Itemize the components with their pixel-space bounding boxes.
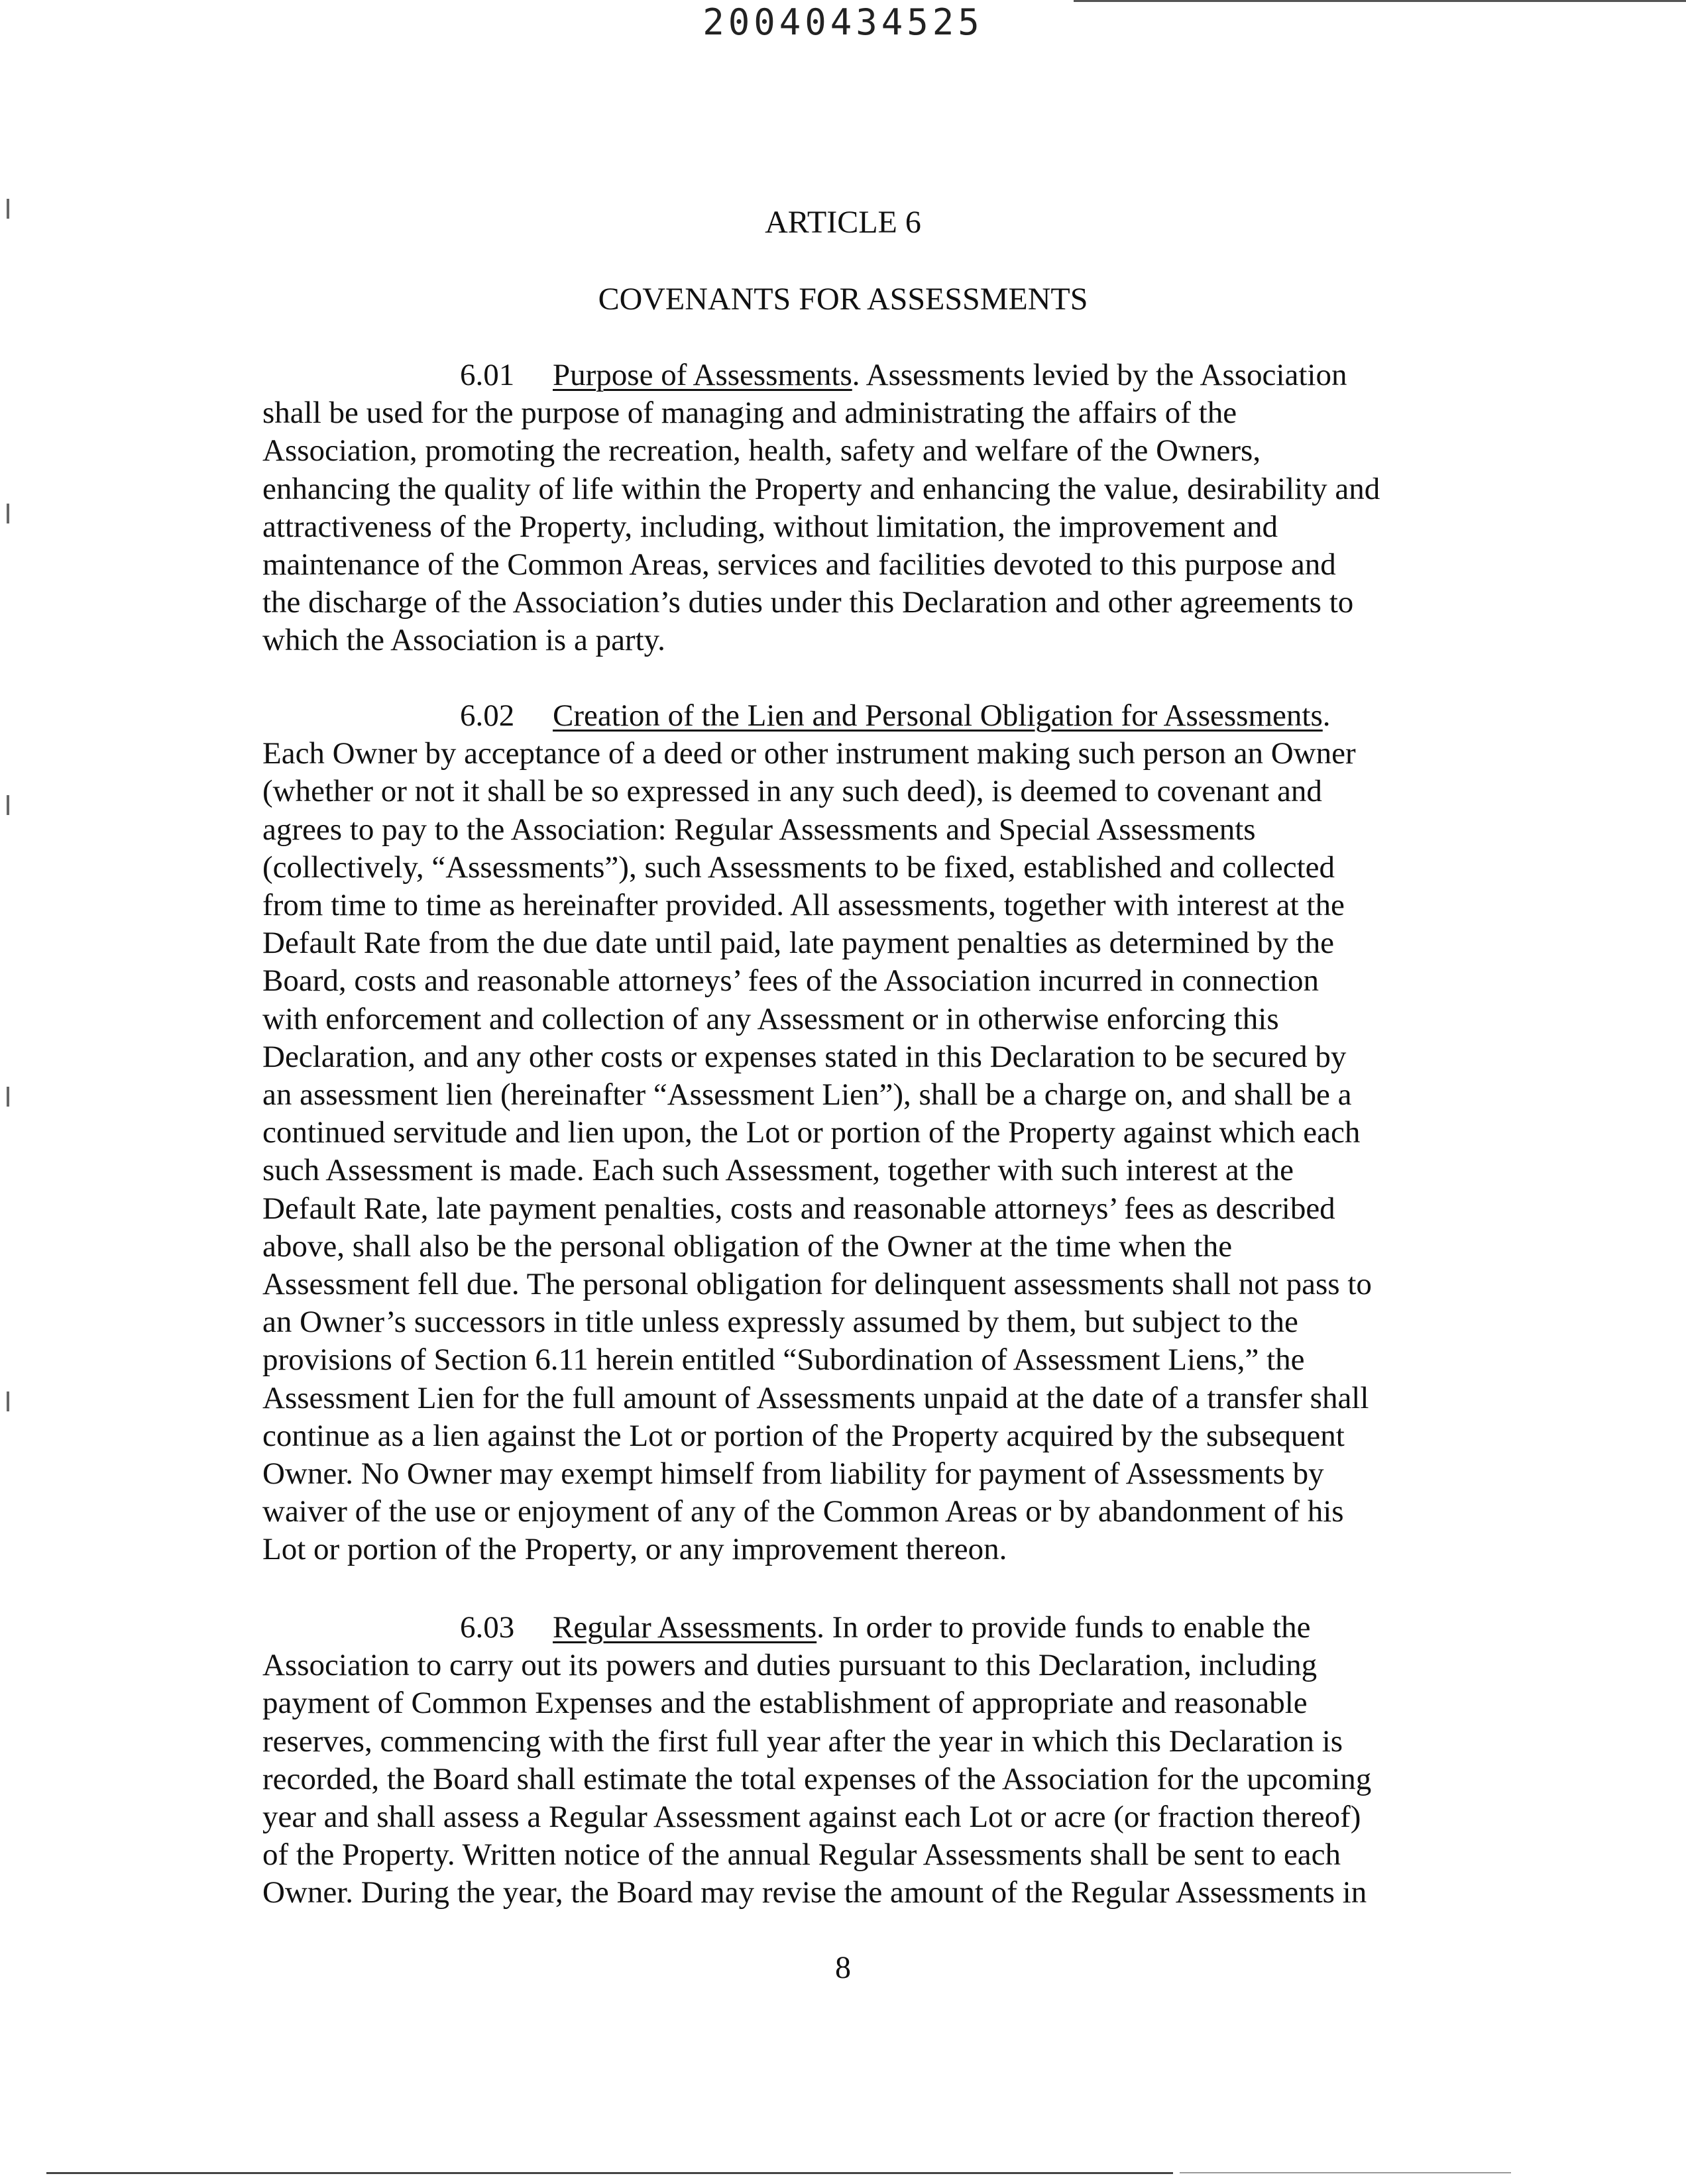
text-line: continued servitude and lien upon, the Lot or portion of the Property against which each: [262, 1115, 1361, 1150]
document-number: 20040434525: [702, 1, 984, 43]
text-line: agrees to pay to the Association: Regular Assessments and Special Assessments: [262, 812, 1256, 847]
section-first-line: [262, 356, 1462, 394]
text-line: Board, costs and reasonable attorneys’ fees of the Association incurred in connection: [262, 963, 1320, 999]
text-line: (whether or not it shall be so expressed in any such deed), is deemed to covenant and: [262, 774, 1322, 809]
text-line: year and shall assess a Regular Assessment against each Lot or acre (or fraction thereof): [262, 1800, 1361, 1835]
text-line: with enforcement and collection of any Assessment or in otherwise enforcing this: [262, 1001, 1279, 1036]
text-line: from time to time as hereinafter provided. All assessments, together with interest at the: [262, 888, 1345, 923]
text-line: maintenance of the Common Areas, services and facilities devoted to this purpose and: [262, 547, 1336, 582]
text-line: Lot or portion of the Property, or any improvement thereon.: [262, 1532, 1007, 1567]
text-line: payment of Common Expenses and the establishment of appropriate and reasonable: [262, 1686, 1308, 1721]
page-number: 8: [835, 1950, 851, 1985]
section-6-02: [262, 697, 1462, 1569]
text-line: Default Rate from the due date until paid, late payment penalties as determined by the: [262, 926, 1335, 961]
section-first-line: [262, 697, 1462, 735]
text-line: provisions of Section 6.11 herein entitled “Subordination of Assessment Liens,” the: [262, 1342, 1305, 1378]
text-line: Assessment fell due. The personal obligation for delinquent assessments shall not pass to: [262, 1267, 1372, 1302]
text-line: waiver of the use or enjoyment of any of the Common Areas or by abandonment of his: [262, 1494, 1344, 1529]
text-line: Assessment Lien for the full amount of Assessments unpaid at the date of a transfer shall: [262, 1380, 1369, 1415]
text-line: Owner. No Owner may exempt himself from liability for payment of Assessments by: [262, 1456, 1324, 1492]
section-title: Purpose of Assessments: [553, 358, 852, 392]
bottom-rule-faint: [1180, 2172, 1511, 2173]
text-line: Association to carry out its powers and duties pursuant to this Declaration, including: [262, 1648, 1318, 1683]
section-first-line: [262, 1609, 1462, 1647]
section-number: 6.03: [460, 1610, 515, 1645]
text-line: enhancing the quality of life within the Property and enhancing the value, desirability and: [262, 471, 1380, 506]
section-number: 6.01: [460, 358, 515, 392]
text-line: such Assessment is made. Each such Assessment, together with such interest at the: [262, 1153, 1294, 1188]
scan-edge-mark: [7, 1392, 9, 1411]
text-line: of the Property. Written notice of the annual Regular Assessments shall be sent to each: [262, 1837, 1341, 1873]
text-line: Owner. During the year, the Board may revise the amount of the Regular Assessments in: [262, 1875, 1367, 1910]
section-title: Creation of the Lien and Personal Obligation for Assessments: [553, 698, 1323, 733]
text-line: (collectively, “Assessments”), such Assessments to be fixed, established and collected: [262, 849, 1335, 885]
scan-edge-mark: [7, 795, 9, 815]
text-line: attractiveness of the Property, including, without limitation, the improvement and: [262, 509, 1278, 544]
text-line: which the Association is a party.: [262, 623, 665, 658]
text-line: Each Owner by acceptance of a deed or other instrument making such person an Owner: [262, 736, 1356, 771]
section-title: Regular Assessments: [553, 1610, 817, 1645]
text-line: recorded, the Board shall estimate the total expenses of the Association for the upcoming: [262, 1761, 1372, 1796]
section-6-03: [262, 1609, 1462, 1912]
article-subtitle: COVENANTS FOR ASSESSMENTS: [598, 282, 1088, 317]
scan-edge-mark: [7, 504, 9, 523]
scan-edge-mark: [7, 1087, 9, 1107]
text-line: Declaration, and any other costs or expenses stated in this Declaration to be secured by: [262, 1039, 1347, 1074]
text-line: the discharge of the Association’s duties under this Declaration and other agreements to: [262, 585, 1354, 620]
section-number: 6.02: [460, 698, 515, 733]
text-line: Default Rate, late payment penalties, costs and reasonable attorneys’ fees as described: [262, 1191, 1335, 1226]
text-line: reserves, commencing with the first full year after the year in which this Declaration is: [262, 1723, 1343, 1759]
text-line: Association, promoting the recreation, health, safety and welfare of the Owners,: [262, 433, 1261, 468]
section-lead-text: . In order to provide funds to enable the: [816, 1610, 1311, 1645]
text-line: continue as a lien against the Lot or portion of the Property acquired by the subsequent: [262, 1418, 1345, 1453]
section-lead-text: .: [1322, 698, 1331, 733]
text-line: an assessment lien (hereinafter “Assessment Lien”), shall be a charge on, and shall be a: [262, 1077, 1352, 1113]
section-lead-text: . Assessments levied by the Association: [852, 358, 1347, 392]
section-6-01: [262, 356, 1462, 660]
text-line: shall be used for the purpose of managing and administrating the affairs of the: [262, 396, 1237, 431]
bottom-rule: [46, 2172, 1173, 2174]
text-line: an Owner’s successors in title unless expressly assumed by them, but subject to the: [262, 1305, 1298, 1340]
article-title: ARTICLE 6: [765, 205, 921, 240]
text-line: above, shall also be the personal obligation of the Owner at the time when the: [262, 1228, 1233, 1264]
